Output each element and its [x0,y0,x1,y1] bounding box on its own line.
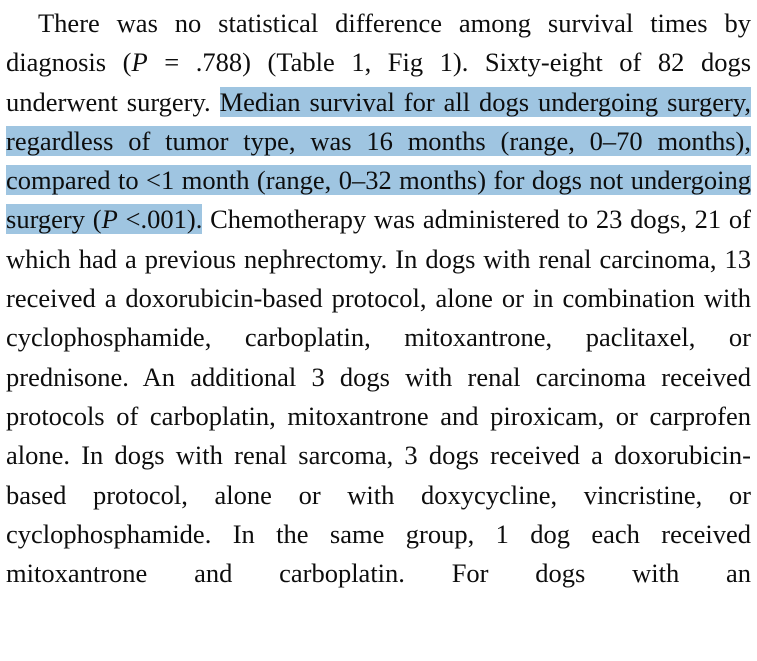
text-run-3: = .788) (Table 1, Fig 1). Sixty-eight of 82 dogs underwent surgery. [6,47,752,117]
highlighted-text-run-1: Median survival for all dogs undergoing surgery, regardless of tumor type, was 16 months (range, 0–70 months), compared to <1 month (range, 0–32 months) for dogs not undergoing surgery ( [6,86,751,235]
highlighted-text-run-3: <.001). [117,204,203,235]
highlighted-text-run-2-italic: P [101,204,118,235]
text-run-1: There was no statistical difference among survival times by diagnosis ( [6,8,751,78]
text-run-4: Chemotherapy was administered to 23 dogs, 21 of which had a previous nephrectomy. In dogs with renal carcinoma, 13 received a doxorubicin-based protocol, alone or in combination with cyclophosphamide, carboplatin, mitoxantrone, paclitaxel, or prednisone. An additional 3 dogs with renal carcinoma received protocols of carboplatin, mitoxantrone and piroxicam, or carprofen alone. In dogs with renal sarcoma, 3 dogs received a doxorubicin-based protocol, alone or with doxycycline, vincristine, or cyclophosphamide. In the same group, 1 dog each received mitoxantrone and carboplatin. For dogs with an [6,204,751,589]
body-paragraph [6,4,751,633]
text-run-2-italic: P [131,47,148,78]
